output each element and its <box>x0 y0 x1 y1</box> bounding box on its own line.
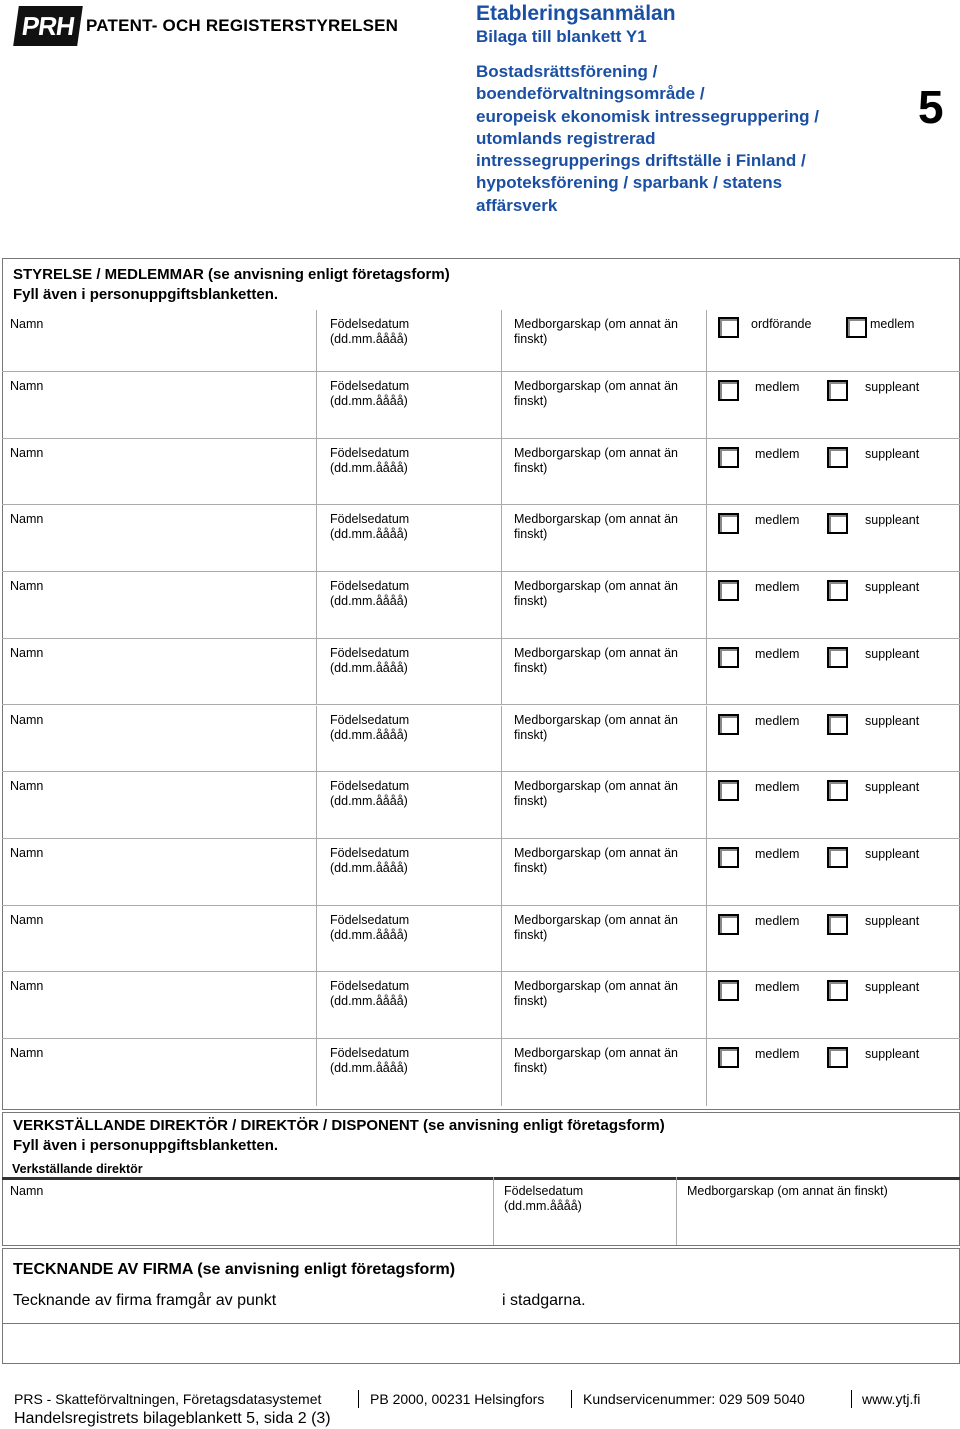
role-label: medlem <box>755 1047 800 1061</box>
field-label: finskt) <box>514 660 548 675</box>
description-line: hypoteksförening / sparbank / statens <box>476 173 783 193</box>
member-birthdate-field[interactable] <box>317 1039 502 1106</box>
role-options <box>707 839 960 905</box>
board-member-row <box>2 972 960 1039</box>
field-label: finskt) <box>514 994 548 1009</box>
role-options <box>707 906 960 972</box>
field-label: (dd.mm.åååå) <box>330 527 408 542</box>
board-title: STYRELSE / MEDLEMMAR (se anvisning enligt företagsform) <box>13 266 450 283</box>
director-note: Fyll även i personuppgiftsblanketten. <box>13 1137 279 1154</box>
role-options <box>707 572 960 638</box>
member-birthdate-field[interactable] <box>317 839 502 905</box>
member-citizenship-field[interactable] <box>502 906 707 972</box>
field-label: Medborgarskap (om annat än <box>514 645 678 660</box>
member-citizenship-field[interactable] <box>502 310 707 371</box>
role-options <box>707 310 960 371</box>
field-label: Namn <box>10 1046 44 1060</box>
member-name-field[interactable] <box>2 706 317 772</box>
member-birthdate-field[interactable] <box>317 439 502 505</box>
board-member-row <box>2 1039 960 1106</box>
field-label: Födelsedatum <box>330 645 410 660</box>
prh-logo <box>16 6 399 46</box>
field-label: finskt) <box>514 794 548 809</box>
description-line: intressegrupperings driftställe i Finland / <box>476 151 806 171</box>
form-title: Etableringsanmälan <box>476 2 676 25</box>
field-label: finskt) <box>514 394 548 408</box>
member-birthdate-field[interactable] <box>317 505 502 571</box>
member-checkbox[interactable] <box>718 513 739 534</box>
role-label: medlem <box>755 646 800 661</box>
field-label: (dd.mm.åååå) <box>330 727 408 742</box>
deputy-checkbox[interactable] <box>827 847 848 868</box>
field-label: Namn <box>10 712 44 727</box>
description-line: affärsverk <box>476 195 558 215</box>
role-label: suppleant <box>865 380 920 394</box>
role-label: medlem <box>755 846 800 861</box>
footer-org: PRS - Skatteförvaltningen, Företagsdatasystemet <box>14 1391 322 1407</box>
footer-separator <box>358 1390 359 1408</box>
role-label: medlem <box>755 380 800 394</box>
board-member-row <box>2 706 960 773</box>
role-options <box>707 372 960 438</box>
deputy-checkbox[interactable] <box>827 513 848 534</box>
role-options <box>707 972 960 1038</box>
member-citizenship-field[interactable] <box>502 505 707 571</box>
member-birthdate-field[interactable] <box>317 572 502 638</box>
role-label: medlem <box>755 446 800 461</box>
field-label: Medborgarskap (om annat än <box>514 912 678 927</box>
board-member-row <box>2 772 960 839</box>
field-label: finskt) <box>514 332 548 346</box>
field-label: Medborgarskap (om annat än <box>514 845 678 860</box>
field-label: finskt) <box>514 1061 548 1075</box>
deputy-checkbox[interactable] <box>827 980 848 1001</box>
field-label: (dd.mm.åååå) <box>330 594 408 609</box>
member-checkbox[interactable] <box>718 647 739 668</box>
role-options <box>707 706 960 772</box>
member-birthdate-field[interactable] <box>317 972 502 1038</box>
field-label: Födelsedatum <box>330 317 410 331</box>
role-options <box>707 772 960 838</box>
role-label: medlem <box>755 713 800 728</box>
member-birthdate-field[interactable] <box>317 772 502 838</box>
role-label: suppleant <box>865 713 920 728</box>
field-label: Medborgarskap (om annat än <box>514 317 678 331</box>
member-birthdate-field[interactable] <box>317 906 502 972</box>
role-label: suppleant <box>865 446 920 461</box>
member-name-field[interactable] <box>2 572 317 638</box>
field-label: finskt) <box>514 860 548 875</box>
field-label: Medborgarskap (om annat än <box>514 979 678 994</box>
director-citizenship-field[interactable] <box>677 1177 960 1245</box>
member-birthdate-field[interactable] <box>317 372 502 438</box>
board-member-row <box>2 505 960 572</box>
field-label: Namn <box>10 1184 44 1198</box>
form-title-block <box>476 2 896 217</box>
role-label: suppleant <box>865 646 920 661</box>
member-name-field[interactable] <box>2 310 317 371</box>
member-checkbox[interactable] <box>718 447 739 468</box>
field-label: Medborgarskap (om annat än <box>514 512 678 527</box>
field-label: Namn <box>10 512 44 527</box>
member-name-field[interactable] <box>2 439 317 505</box>
field-label: Födelsedatum <box>330 579 410 594</box>
role-options <box>707 505 960 571</box>
member-checkbox[interactable] <box>718 780 739 801</box>
board-member-row <box>2 439 960 506</box>
member-citizenship-field[interactable] <box>502 972 707 1038</box>
footer-address: PB 2000, 00231 Helsingfors <box>370 1391 545 1407</box>
signing-point-field[interactable] <box>300 1308 495 1309</box>
board-member-row <box>2 372 960 439</box>
form-description <box>476 61 896 217</box>
field-label: Medborgarskap (om annat än <box>514 379 678 393</box>
board-member-row <box>2 906 960 973</box>
signing-text-left: Tecknande av firma framgår av punkt <box>13 1292 277 1309</box>
role-label: suppleant <box>865 913 920 928</box>
board-member-row <box>2 639 960 706</box>
role-label: suppleant <box>865 1047 920 1061</box>
member-citizenship-field[interactable] <box>502 439 707 505</box>
member-name-field[interactable] <box>2 972 317 1038</box>
field-label: Födelsedatum <box>330 779 410 794</box>
field-label: (dd.mm.åååå) <box>330 332 408 346</box>
field-label: Födelsedatum <box>330 379 410 393</box>
field-label: Medborgarskap (om annat än <box>514 1046 678 1060</box>
director-birthdate-field[interactable] <box>494 1177 677 1245</box>
member-citizenship-field[interactable] <box>502 1039 707 1106</box>
field-label: Födelsedatum <box>330 912 410 927</box>
director-row <box>2 1177 960 1245</box>
field-label: Födelsedatum <box>330 979 410 994</box>
field-label: (dd.mm.åååå) <box>330 860 408 875</box>
member-name-field[interactable] <box>2 372 317 438</box>
field-label: Medborgarskap (om annat än finskt) <box>687 1184 888 1198</box>
deputy-checkbox[interactable] <box>827 580 848 601</box>
board-member-row <box>2 839 960 906</box>
description-line: Bostadsrättsförening / <box>476 62 658 81</box>
deputy-checkbox[interactable] <box>827 714 848 735</box>
footer-form-id: Handelsregistrets bilageblankett 5, sida 2 (3) <box>14 1410 331 1427</box>
field-label: Namn <box>10 445 44 460</box>
member-birthdate-field[interactable] <box>317 706 502 772</box>
logo-name: PATENT- OCH REGISTERSTYRELSEN <box>86 16 399 35</box>
field-label: Namn <box>10 779 44 794</box>
field-label: Födelsedatum <box>330 445 410 460</box>
member-checkbox[interactable] <box>718 580 739 601</box>
member-citizenship-field[interactable] <box>502 772 707 838</box>
member-birthdate-field[interactable] <box>317 310 502 371</box>
field-label: Medborgarskap (om annat än <box>514 712 678 727</box>
director-subheading: Verkställande direktör <box>12 1162 143 1176</box>
form-subtitle: Bilaga till blankett Y1 <box>476 27 647 46</box>
field-label: (dd.mm.åååå) <box>330 794 408 809</box>
member-name-field[interactable] <box>2 1039 317 1106</box>
member-citizenship-field[interactable] <box>502 706 707 772</box>
member-checkbox[interactable] <box>718 914 739 935</box>
member-checkbox[interactable] <box>718 847 739 868</box>
role-label: medlem <box>755 780 800 795</box>
field-label: finskt) <box>514 460 548 475</box>
footer-web: www.ytj.fi <box>862 1391 921 1407</box>
field-label: Födelsedatum <box>504 1184 584 1198</box>
role-label: suppleant <box>865 580 920 595</box>
field-label: Medborgarskap (om annat än <box>514 579 678 594</box>
member-name-field[interactable] <box>2 906 317 972</box>
field-label: Namn <box>10 912 44 927</box>
footer-phone: Kundservicenummer: 029 509 5040 <box>583 1391 805 1407</box>
signing-divider <box>2 1323 960 1324</box>
field-label: finskt) <box>514 594 548 609</box>
board-note: Fyll även i personuppgiftsblanketten. <box>13 286 279 303</box>
role-label: suppleant <box>865 780 920 795</box>
field-label: Medborgarskap (om annat än <box>514 445 678 460</box>
member-checkbox[interactable] <box>718 380 739 401</box>
deputy-checkbox[interactable] <box>827 447 848 468</box>
role-label: medlem <box>755 913 800 928</box>
field-label: (dd.mm.åååå) <box>330 660 408 675</box>
member-citizenship-field[interactable] <box>502 572 707 638</box>
member-birthdate-field[interactable] <box>317 639 502 705</box>
deputy-checkbox[interactable] <box>827 647 848 668</box>
director-title: VERKSTÄLLANDE DIREKTÖR / DIREKTÖR / DISPONENT (se anvisning enligt företagsform) <box>13 1117 665 1134</box>
field-label: finskt) <box>514 727 548 742</box>
field-label: Födelsedatum <box>330 845 410 860</box>
member-checkbox[interactable] <box>718 714 739 735</box>
role-label: medlem <box>755 980 800 995</box>
deputy-checkbox[interactable] <box>827 1047 848 1068</box>
role-label: suppleant <box>865 980 920 995</box>
member-citizenship-field[interactable] <box>502 839 707 905</box>
footer-separator <box>851 1390 852 1408</box>
member-checkbox[interactable] <box>846 317 867 338</box>
description-line: utomlands registrerad <box>476 128 656 148</box>
member-name-field[interactable] <box>2 639 317 705</box>
signing-text-right: i stadgarna. <box>502 1292 586 1309</box>
field-label: Födelsedatum <box>330 712 410 727</box>
field-label: Födelsedatum <box>330 512 410 527</box>
deputy-checkbox[interactable] <box>827 380 848 401</box>
field-label: (dd.mm.åååå) <box>330 394 408 408</box>
field-label: finskt) <box>514 927 548 942</box>
field-label: Medborgarskap (om annat än <box>514 779 678 794</box>
field-label: (dd.mm.åååå) <box>330 994 408 1009</box>
deputy-checkbox[interactable] <box>827 780 848 801</box>
field-label: (dd.mm.åååå) <box>504 1199 582 1213</box>
role-label: suppleant <box>865 513 920 528</box>
role-label: suppleant <box>865 846 920 861</box>
role-options <box>707 639 960 705</box>
field-label: finskt) <box>514 527 548 542</box>
member-name-field[interactable] <box>2 505 317 571</box>
field-label: (dd.mm.åååå) <box>330 1061 408 1075</box>
board-member-row <box>2 572 960 639</box>
field-label: Födelsedatum <box>330 1046 410 1060</box>
role-options <box>707 1039 960 1106</box>
member-name-field[interactable] <box>2 839 317 905</box>
field-label: (dd.mm.åååå) <box>330 460 408 475</box>
field-label: Namn <box>10 845 44 860</box>
role-label: medlem <box>755 580 800 595</box>
description-line: boendeförvaltningsområde / <box>476 84 705 104</box>
deputy-checkbox[interactable] <box>827 914 848 935</box>
logo-abbr: PRH <box>13 6 83 46</box>
description-line: europeisk ekonomisk intressegruppering / <box>476 106 819 126</box>
field-label: Namn <box>10 579 44 594</box>
role-label: medlem <box>870 317 915 331</box>
role-label: medlem <box>755 513 800 528</box>
field-label: Namn <box>10 379 44 393</box>
member-citizenship-field[interactable] <box>502 639 707 705</box>
field-label: Namn <box>10 979 44 994</box>
page-number: 5 <box>918 81 944 133</box>
member-checkbox[interactable] <box>718 1047 739 1068</box>
footer-separator <box>571 1390 572 1408</box>
field-label: Namn <box>10 317 44 331</box>
member-name-field[interactable] <box>2 772 317 838</box>
board-member-row <box>2 310 960 372</box>
field-label: (dd.mm.åååå) <box>330 927 408 942</box>
role-label: ordförande <box>751 317 812 331</box>
signing-title: TECKNANDE AV FIRMA (se anvisning enligt företagsform) <box>13 1261 456 1278</box>
field-label: Namn <box>10 645 44 660</box>
role-options <box>707 439 960 505</box>
member-citizenship-field[interactable] <box>502 372 707 438</box>
director-name-field[interactable] <box>2 1177 494 1245</box>
chairman-checkbox[interactable] <box>718 317 739 338</box>
member-checkbox[interactable] <box>718 980 739 1001</box>
